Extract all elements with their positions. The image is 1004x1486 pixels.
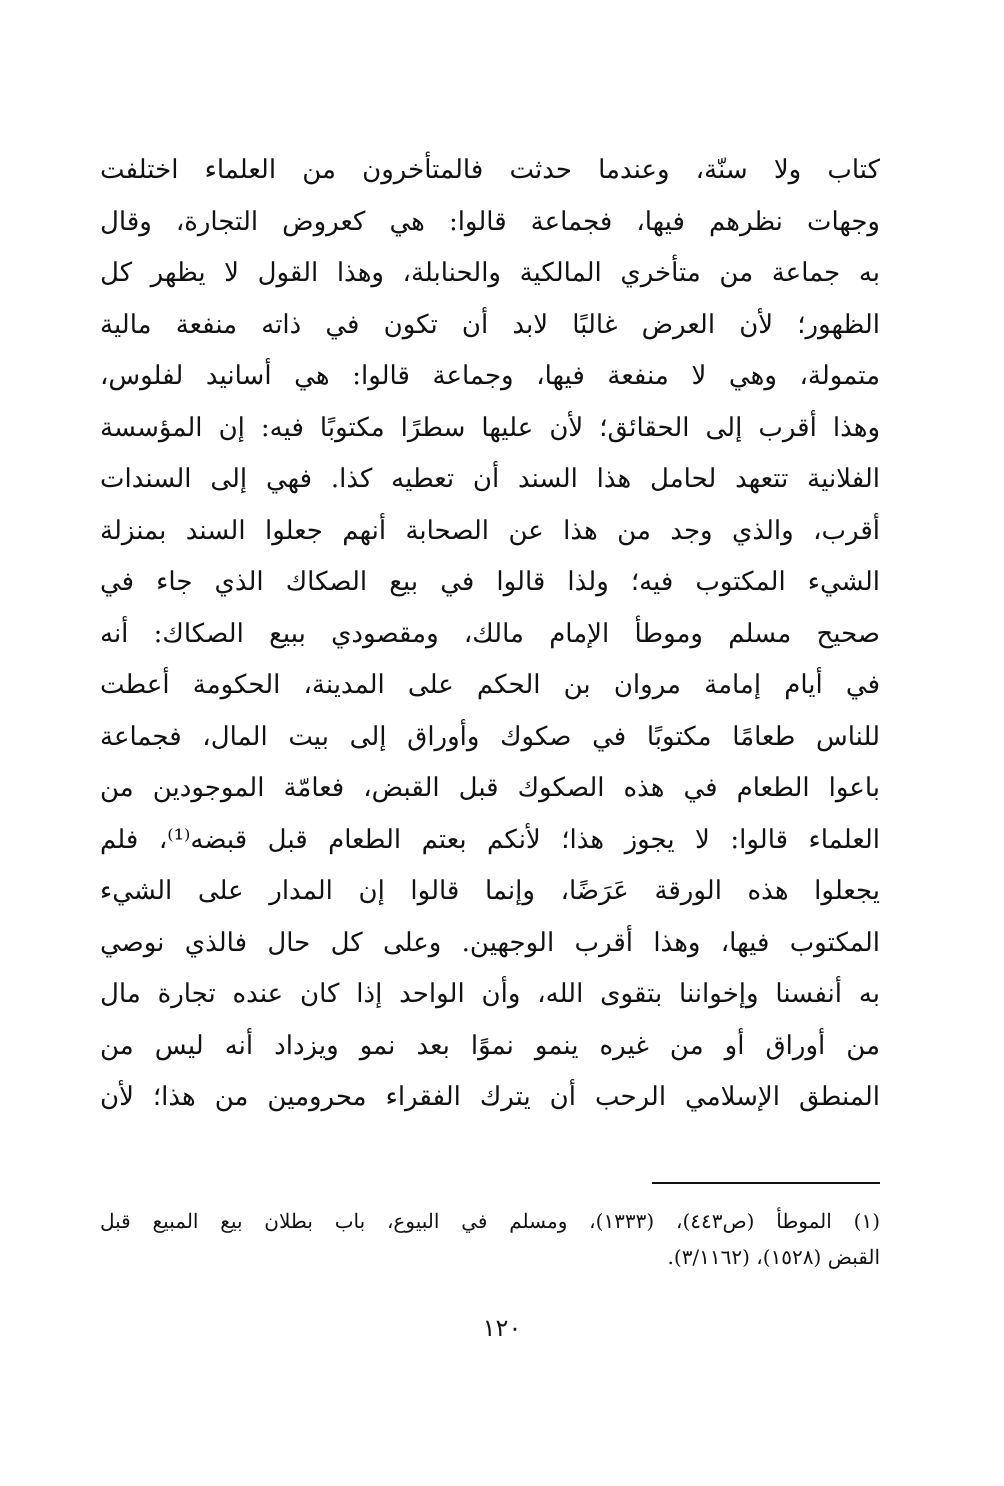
text-line: وهذا أقرب إلى الحقائق؛ لأن عليها سطرًا مكتوبًا فيه: إن المؤسسة (100, 412, 880, 443)
footnotes (100, 1203, 880, 1275)
text-line: به جماعة من متأخري المالكية والحنابلة، وهذا القول لا يظهر كل (100, 258, 880, 288)
footnote-line: (١) الموطأ (ص٤٤٣)، (١٣٣٣)، ومسلم في البيوع، باب بطلان بيع المبيع قبل (100, 1209, 880, 1233)
text-line: في أيام إمامة مروان بن الحكم على المدينة، الحكومة أعطت (100, 670, 880, 700)
footnote-line: القبض (١٥٢٨)، (٣/١١٦٢). (667, 1245, 880, 1269)
text-line: من أوراق أو من غيره ينمو نموًا بعد نمو ويزداد أنه ليس من (100, 1030, 880, 1061)
footnote-separator (652, 1182, 880, 1184)
text-line: الفلانية تتعهد لحامل هذا السند أن تعطيه كذا. فهي إلى السندات (100, 464, 880, 494)
text-line: يجعلوا هذه الورقة عَرَضًا، وإنما قالوا إن المدار على الشيء (100, 876, 880, 906)
text-line: للناس طعامًا مكتوبًا في صكوك وأوراق إلى بيت المال، فجماعة (100, 721, 880, 752)
text-line: الشيء المكتوب فيه؛ ولذا قالوا في بيع الصكاك الذي جاء في (100, 567, 880, 597)
text-line: المكتوب فيها، وهذا أقرب الوجهين. وعلى كل حال فالذي نوصي (100, 927, 880, 958)
text-line: كتاب ولا سنّة، وعندما حدثت فالمتأخرون من العلماء اختلفت (100, 155, 880, 185)
text-line: وجهات نظرهم فيها، فجماعة قالوا: هي كعروض التجارة، وقال (100, 206, 880, 237)
text-line: باعوا الطعام في هذه الصكوك قبل القبض، فعامّة الموجودين من (100, 773, 880, 803)
main-text (100, 145, 880, 1124)
text-line: متمولة، وهي لا منفعة فيها، وجماعة قالوا: هي أسانيد لفلوس، (100, 361, 880, 391)
text-line: العلماء قالوا: لا يجوز هذا؛ لأنكم بعتم الطعام قبل قبضه⁽¹⁾، فلم (100, 824, 880, 855)
text-line: به أنفسنا وإخواننا بتقوى الله، وأن الواحد إذا كان عنده تجارة مال (100, 979, 880, 1009)
text-line: المنطق الإسلامي الرحب أن يترك الفقراء محرومين من هذا؛ لأن (100, 1082, 880, 1112)
text-line: صحيح مسلم وموطأ الإمام مالك، ومقصودي ببيع الصكاك: أنه (100, 618, 880, 649)
text-line: الظهور؛ لأن العرض غالبًا لابد أن تكون في ذاته منفعة مالية (100, 309, 880, 340)
text-line: أقرب، والذي وجد من هذا عن الصحابة أنهم جعلوا السند بمنزلة (100, 515, 880, 546)
page-number: ١٢٠ (482, 1314, 522, 1342)
